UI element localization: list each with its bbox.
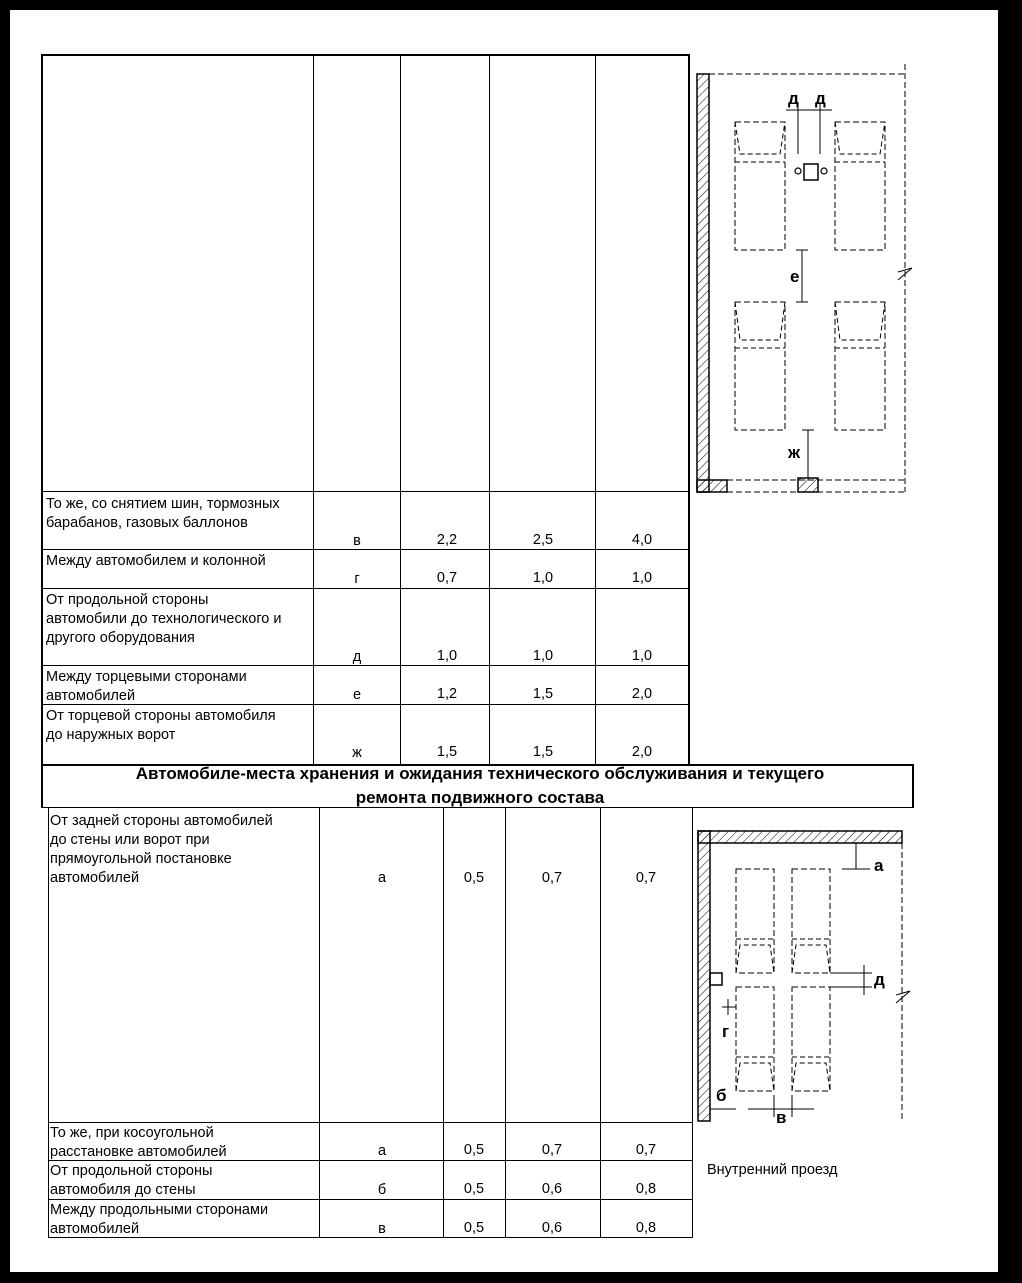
row-value: 0,8: [635, 1181, 657, 1197]
row-value: 0,5: [463, 1181, 485, 1197]
row-value: 0,8: [635, 1220, 657, 1236]
row-value: 1,5: [436, 744, 458, 760]
section-left-border: [41, 764, 43, 808]
row-symbol: а: [377, 1143, 387, 1159]
parking-layout-diagram-1: [690, 54, 920, 494]
row-value: 1,2: [436, 686, 458, 702]
row-value: 0,6: [541, 1220, 563, 1236]
row-description: Между торцевыми сторонами автомобилей: [46, 669, 247, 704]
table1-row-divider: [41, 665, 689, 666]
row-description: То же, со снятием шин, тормозных барабанов, газовых баллонов: [46, 496, 280, 531]
row-value: 1,5: [532, 744, 554, 760]
row-value: 2,5: [532, 532, 554, 548]
row-value: 2,0: [631, 686, 653, 702]
row-value: 0,5: [463, 1220, 485, 1236]
row-value: 1,0: [532, 570, 554, 586]
row-value: 0,7: [635, 870, 657, 886]
row-symbol: в: [378, 1221, 386, 1237]
parking-layout-diagram-2: [692, 825, 922, 1125]
row-value: 0,7: [541, 870, 563, 886]
row-description: От продольной стороны автомобиля до стены: [50, 1163, 213, 1198]
table2-left-border: [48, 808, 49, 1238]
row-symbol: д: [352, 649, 362, 665]
column-icon: [804, 164, 818, 180]
table1-row-divider: [41, 588, 689, 589]
car-outline: [835, 302, 885, 430]
row-symbol: а: [377, 870, 387, 886]
row-value: 1,0: [436, 648, 458, 664]
dimension-label-a: а: [874, 856, 884, 875]
dimension-label-d: д: [815, 89, 826, 108]
table2-col-divider: [319, 808, 320, 1238]
row-value: 1,5: [532, 686, 554, 702]
section-title: Автомобиле-места хранения и ожидания технического обслуживания и текущего ремонта подвижного состава: [135, 764, 825, 807]
row-symbol: е: [352, 687, 362, 703]
table1-col-divider: [595, 54, 596, 766]
row-value: 0,6: [541, 1181, 563, 1197]
row-description: От продольной стороны автомобили до технологического и другого оборудования: [46, 592, 282, 646]
car-outline: [735, 122, 785, 250]
row-value: 0,7: [635, 1142, 657, 1158]
row-value: 2,0: [631, 744, 653, 760]
car-outline: [792, 987, 830, 1091]
row-symbol: ж: [352, 745, 362, 761]
row-description: Между продольными сторонами автомобилей: [50, 1202, 269, 1237]
dimension-label-b: б: [716, 1086, 727, 1105]
row-symbol: г: [354, 571, 360, 587]
row-value: 4,0: [631, 532, 653, 548]
row-value: 0,5: [463, 870, 485, 886]
section-right-border: [912, 764, 914, 808]
dimension-label-v: в: [776, 1108, 787, 1125]
table1-left-border: [41, 54, 43, 766]
row-value: 1,0: [532, 648, 554, 664]
row-symbol: в: [353, 533, 361, 549]
wall-hatching: [697, 74, 709, 492]
car-outline: [735, 302, 785, 430]
row-description: То же, при косоугольной расстановке автомобилей: [50, 1125, 227, 1160]
row-value: 2,2: [436, 532, 458, 548]
table1-row-divider: [41, 491, 689, 492]
car-outline: [835, 122, 885, 250]
row-description: От торцевой стороны автомобиля до наружных ворот: [46, 708, 276, 743]
car-outline: [736, 987, 774, 1091]
car-outline: [736, 869, 774, 973]
document-page: [10, 10, 998, 1272]
table2-row-divider: [48, 1122, 693, 1123]
row-description: Между автомобилем и колонной: [46, 553, 266, 569]
dimension-label-d: д: [788, 89, 799, 108]
table1-row-divider: [41, 549, 689, 550]
row-value: 0,7: [541, 1142, 563, 1158]
column-icon: [710, 973, 722, 985]
row-symbol: б: [377, 1182, 387, 1198]
dimension-label-zh: ж: [788, 443, 801, 462]
dimension-label-e: е: [790, 267, 800, 286]
dimension-label-g: г: [722, 1022, 730, 1041]
row-value: 1,0: [631, 648, 653, 664]
car-outline: [792, 869, 830, 973]
inner-passage-caption: Внутренний проезд: [707, 1162, 838, 1178]
table1-top-border: [41, 54, 689, 56]
row-value: 0,7: [436, 570, 458, 586]
row-value: 0,5: [463, 1142, 485, 1158]
dimension-label-d: д: [874, 970, 885, 989]
row-description: От задней стороны автомобилей до стены или ворот при прямоугольной постановке автомобилей: [50, 813, 273, 886]
wall-hatching: [698, 831, 710, 1121]
row-value: 1,0: [631, 570, 653, 586]
